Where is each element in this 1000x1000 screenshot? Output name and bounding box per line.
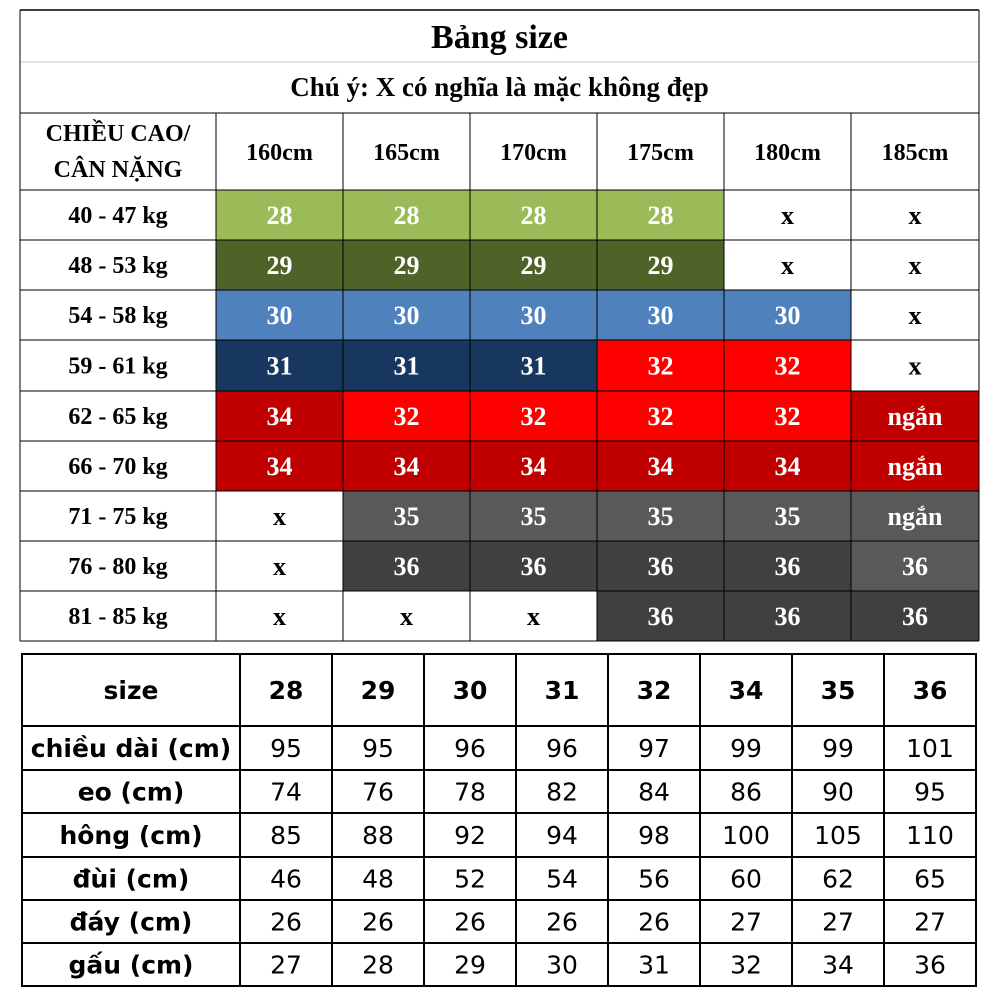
measurement-value: 27	[914, 907, 946, 937]
weight-label: 40 - 47 kg	[68, 203, 168, 229]
height-header: 175cm	[627, 140, 694, 166]
measurement-value: 60	[730, 864, 762, 894]
measurement-value: 95	[270, 734, 302, 763]
not-recommended-mark: x	[400, 602, 413, 631]
measurement-value: 78	[454, 777, 486, 807]
measurement-value: 84	[638, 777, 670, 807]
size-value: 36	[902, 552, 928, 581]
height-header: 160cm	[246, 140, 313, 166]
measurement-value: 26	[638, 907, 670, 937]
not-recommended-mark: x	[908, 301, 922, 330]
size-value: 34	[266, 452, 293, 481]
corner-label-line2: CÂN NẶNG	[53, 157, 183, 183]
measurement-value: 76	[362, 777, 394, 807]
measurement-value: 65	[914, 864, 946, 894]
measurement-value: 92	[454, 821, 486, 850]
size-value: 34	[774, 452, 801, 481]
size-value: 29	[393, 251, 420, 280]
size-value: 32	[520, 402, 547, 431]
size-value: 28	[520, 201, 547, 230]
measurement-value: 95	[362, 734, 394, 763]
weight-label: 62 - 65 kg	[68, 404, 168, 430]
measurement-value: 27	[822, 907, 854, 937]
size-column-header: 29	[360, 676, 396, 705]
size-value: 36	[647, 552, 674, 581]
measurement-value: 90	[822, 777, 854, 807]
size-value: 32	[774, 351, 801, 381]
size-value: 31	[266, 351, 293, 381]
measurement-value: 27	[270, 950, 302, 980]
measurement-value: 97	[638, 734, 670, 763]
measurement-value: 105	[814, 821, 862, 850]
not-recommended-mark: x	[273, 552, 286, 581]
measurement-value: 86	[730, 777, 762, 807]
weight-label: 81 - 85 kg	[68, 604, 168, 630]
size-value: 32	[774, 402, 801, 431]
measurement-value: 34	[822, 950, 854, 980]
measurement-value: 31	[638, 950, 670, 980]
size-value: 29	[647, 251, 674, 280]
size-value: 32	[647, 402, 674, 431]
weight-label: 54 - 58 kg	[68, 303, 168, 329]
size-value: 35	[393, 502, 420, 531]
size-value: 34	[266, 402, 293, 431]
weight-label: 66 - 70 kg	[68, 454, 168, 480]
not-recommended-mark: x	[273, 502, 286, 531]
size-value: 30	[774, 301, 801, 330]
table-note: Chú ý: X có nghĩa là mặc không đẹp	[290, 72, 709, 102]
measurement-value: 27	[730, 907, 762, 937]
corner-label-line1: CHIỀU CAO/	[45, 121, 191, 147]
size-value: 29	[520, 251, 547, 280]
measurement-value: 96	[546, 734, 578, 763]
not-recommended-mark: x	[273, 602, 286, 631]
size-column-header: 31	[544, 676, 580, 705]
weight-label: 59 - 61 kg	[68, 353, 168, 380]
measurement-value: 99	[822, 734, 854, 763]
measurement-value: 46	[270, 864, 302, 894]
measurement-value: 88	[362, 821, 394, 850]
size-value: 36	[902, 602, 928, 631]
size-value: 31	[393, 351, 420, 381]
measurement-table	[22, 654, 976, 986]
measurement-value: 28	[362, 950, 394, 980]
size-value: 36	[393, 552, 420, 581]
size-value: 32	[647, 351, 674, 381]
size-value: ngắn	[887, 452, 943, 481]
size-column-header: 32	[636, 676, 672, 705]
measurement-value: 32	[730, 950, 762, 980]
measurement-value: 98	[638, 821, 670, 850]
size-value: 34	[520, 452, 547, 481]
size-value: 28	[647, 201, 674, 230]
size-value: ngắn	[887, 502, 943, 531]
measurement-value: 62	[822, 864, 854, 894]
measurement-value: 26	[546, 907, 578, 937]
height-header: 180cm	[754, 140, 821, 166]
size-value: 34	[393, 452, 420, 481]
size-column-header: 28	[268, 676, 304, 705]
measurement-value: 74	[270, 777, 302, 807]
size-value: 31	[520, 351, 547, 381]
measurement-value: 36	[914, 950, 946, 980]
size-value: 36	[647, 602, 674, 631]
size-value: 30	[647, 301, 674, 330]
size-value: 30	[266, 301, 293, 330]
size-value: 28	[393, 201, 420, 230]
not-recommended-mark: x	[908, 201, 922, 230]
size-column-header: 36	[912, 676, 948, 705]
size-value: ngắn	[887, 402, 943, 431]
measurement-value: 110	[906, 821, 954, 850]
height-header: 170cm	[500, 140, 567, 166]
measurement-value: 99	[730, 734, 762, 763]
measurement-value: 26	[454, 907, 486, 937]
size-value: 35	[520, 502, 547, 531]
measurement-label: hông (cm)	[59, 821, 203, 850]
size-column-header: 35	[820, 676, 856, 705]
measurement-label: đùi (cm)	[72, 864, 190, 894]
not-recommended-mark: x	[781, 201, 794, 230]
measurement-label: đáy (cm)	[69, 907, 193, 937]
size-value: 36	[520, 552, 547, 581]
measurement-value: 100	[722, 821, 770, 850]
measurement-value: 52	[454, 864, 486, 894]
measurement-value: 101	[906, 734, 954, 763]
measurement-value: 48	[362, 864, 394, 894]
size-value: 35	[647, 502, 674, 531]
measurement-value: 82	[546, 777, 578, 807]
measurement-label: gấu (cm)	[68, 950, 194, 980]
size-header-label: size	[103, 676, 159, 705]
measurement-value: 26	[362, 907, 394, 937]
height-header: 185cm	[881, 140, 949, 166]
measurement-value: 29	[454, 950, 486, 980]
size-column-header: 34	[728, 676, 764, 705]
not-recommended-mark: x	[527, 602, 540, 631]
not-recommended-mark: x	[908, 351, 922, 381]
measurement-value: 54	[546, 864, 578, 894]
size-column-header: 30	[452, 676, 488, 705]
size-value: 35	[774, 502, 801, 531]
size-value: 30	[393, 301, 420, 330]
measurement-value: 85	[270, 821, 302, 850]
table-title: Bảng size	[431, 19, 568, 56]
size-value: 36	[774, 602, 801, 631]
size-value: 34	[647, 452, 674, 481]
size-value: 36	[774, 552, 801, 581]
weight-label: 48 - 53 kg	[68, 253, 168, 279]
height-header: 165cm	[373, 140, 440, 166]
measurement-value: 26	[270, 907, 302, 937]
measurement-value: 95	[914, 777, 946, 807]
size-table	[20, 10, 979, 641]
size-value: 28	[266, 201, 293, 230]
measurement-value: 30	[546, 950, 578, 980]
measurement-value: 96	[454, 734, 486, 763]
weight-label: 76 - 80 kg	[68, 554, 168, 580]
size-value: 30	[520, 301, 547, 330]
measurement-label: eo (cm)	[77, 777, 185, 807]
not-recommended-mark: x	[781, 251, 794, 280]
measurement-label: chiều dài (cm)	[30, 734, 232, 763]
size-value: 32	[393, 402, 420, 431]
size-value: 29	[266, 251, 293, 280]
not-recommended-mark: x	[908, 251, 922, 280]
measurement-value: 56	[638, 864, 670, 894]
weight-label: 71 - 75 kg	[68, 504, 168, 530]
measurement-value: 94	[546, 821, 578, 850]
